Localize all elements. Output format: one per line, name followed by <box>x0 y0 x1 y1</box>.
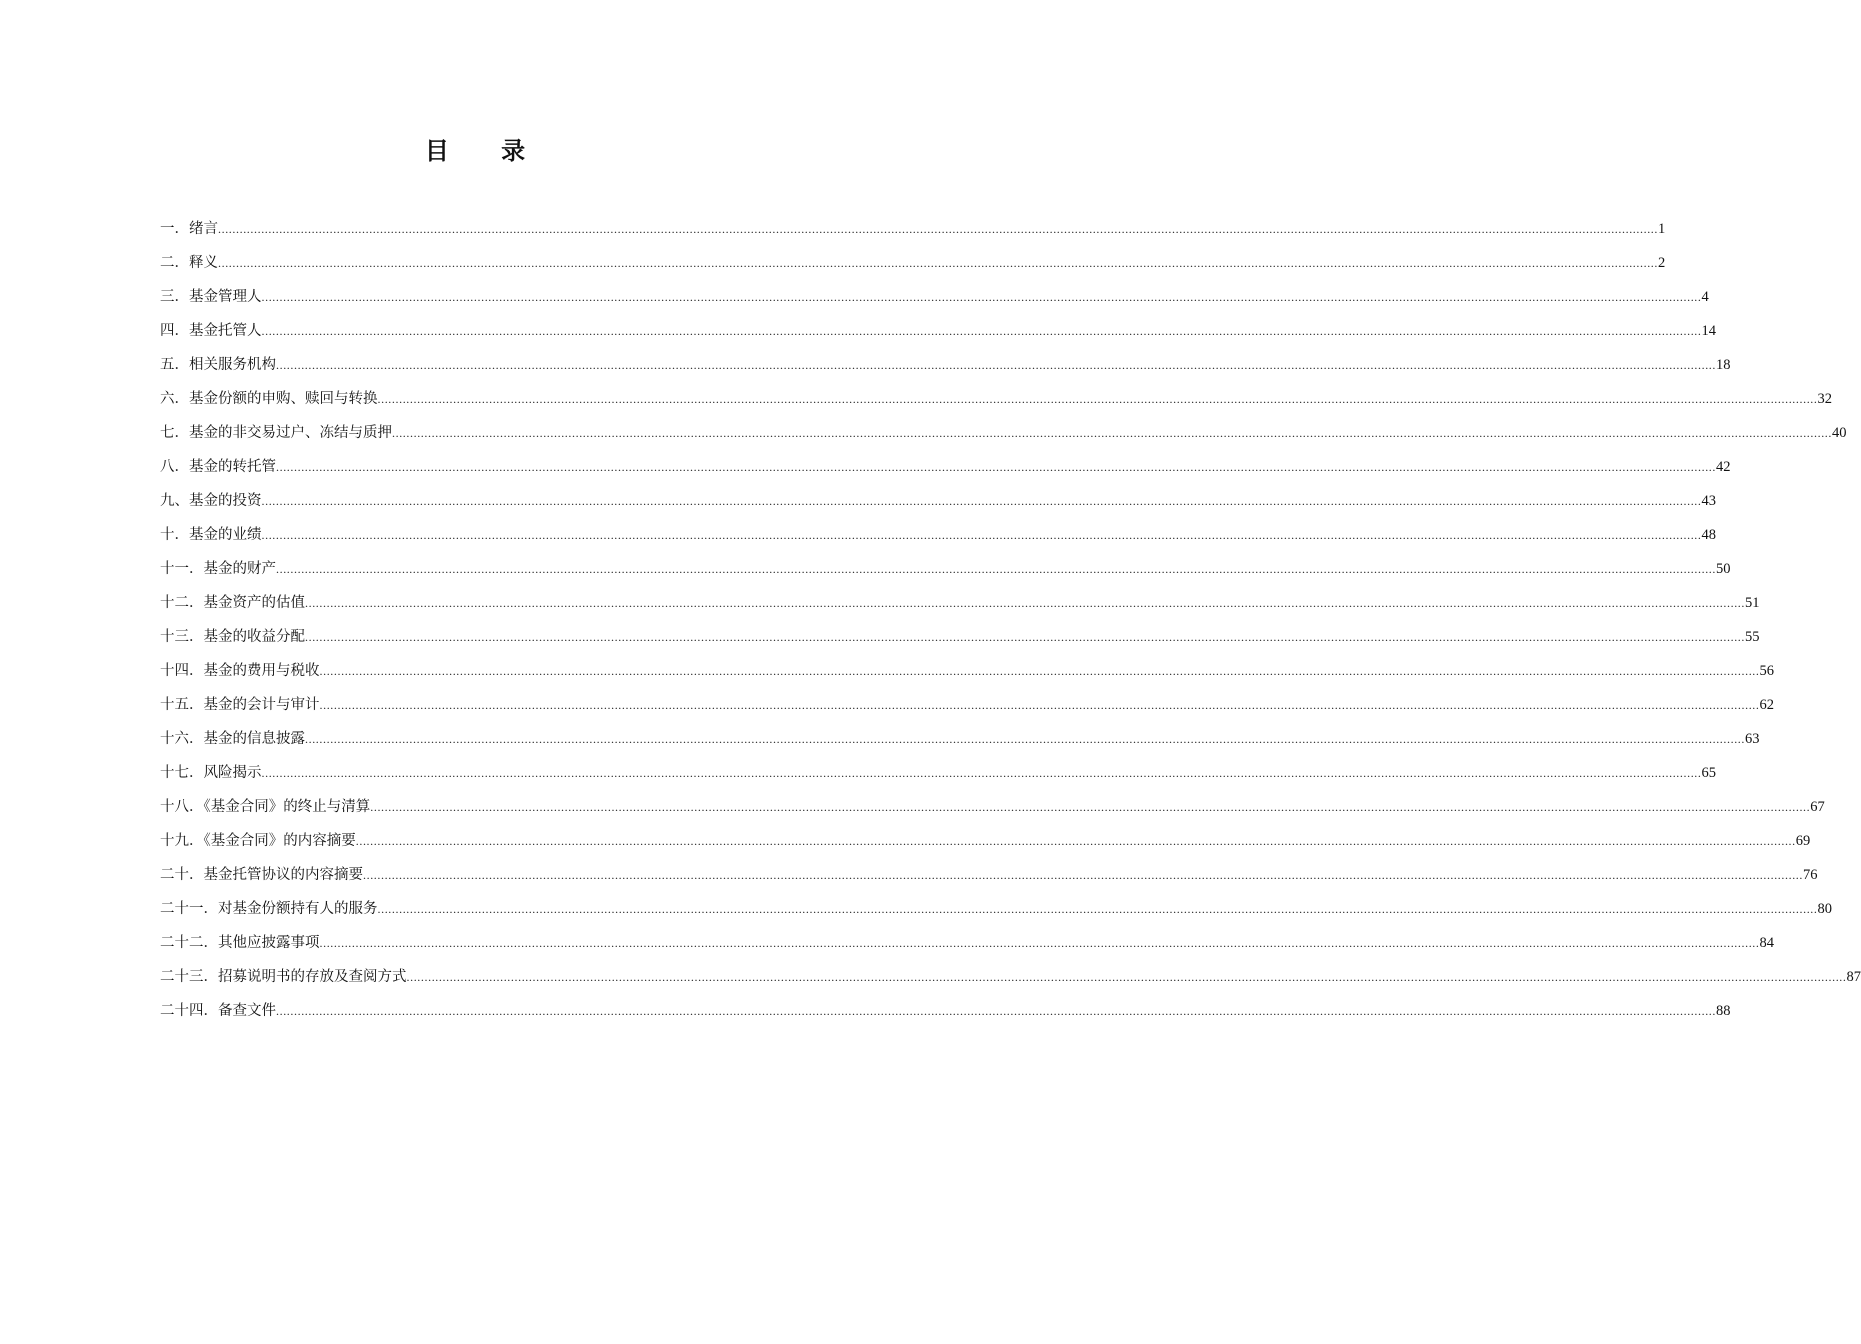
toc-entry-label[interactable]: 十八．《基金合同》的终止与清算 <box>160 799 371 815</box>
toc-entry-page-number[interactable]: 40 <box>1832 425 1847 441</box>
toc-entry[interactable] <box>160 688 1774 722</box>
toc-entry[interactable] <box>160 960 1861 994</box>
toc-entry-page-number[interactable]: 65 <box>1701 765 1716 781</box>
toc-dot-leader: ................................................................................................................................................................................................................................................................................................................................................................................................................ <box>377 392 1818 406</box>
toc-dot-leader: ................................................................................................................................................................................................................................................................................................................................................................................................................ <box>363 868 1803 882</box>
toc-entry-label[interactable]: 二十三．招募说明书的存放及查阅方式 <box>160 969 407 985</box>
toc-entry-label[interactable]: 十一．基金的财产 <box>160 561 276 577</box>
toc-entry-label[interactable]: 八．基金的转托管 <box>160 459 276 475</box>
table-of-contents <box>160 212 1861 1028</box>
toc-dot-leader: ................................................................................................................................................................................................................................................................................................................................................................................................................ <box>377 902 1818 916</box>
toc-entry-page-number[interactable]: 80 <box>1817 901 1832 917</box>
toc-dot-leader: ................................................................................................................................................................................................................................................................................................................................................................................................................ <box>261 494 1702 508</box>
toc-entry-page-number[interactable]: 56 <box>1759 663 1774 679</box>
toc-entry-label[interactable]: 十五．基金的会计与审计 <box>160 697 320 713</box>
toc-entry-page-number[interactable]: 48 <box>1701 527 1716 543</box>
toc-dot-leader: ................................................................................................................................................................................................................................................................................................................................................................................................................ <box>276 1004 1716 1018</box>
toc-entry-label[interactable]: 二十二．其他应披露事项 <box>160 935 320 951</box>
toc-entry[interactable] <box>160 280 1709 314</box>
toc-entry-page-number[interactable]: 18 <box>1716 357 1731 373</box>
toc-dot-leader: ................................................................................................................................................................................................................................................................................................................................................................................................................ <box>261 766 1702 780</box>
toc-dot-leader: ................................................................................................................................................................................................................................................................................................................................................................................................................ <box>319 698 1760 712</box>
toc-entry[interactable] <box>160 416 1847 450</box>
toc-entry[interactable] <box>160 926 1774 960</box>
toc-entry[interactable] <box>160 586 1760 620</box>
toc-entry-page-number[interactable]: 32 <box>1817 391 1832 407</box>
toc-dot-leader: ................................................................................................................................................................................................................................................................................................................................................................................................................ <box>261 528 1702 542</box>
toc-dot-leader: ................................................................................................................................................................................................................................................................................................................................................................................................................ <box>218 222 1658 236</box>
toc-entry[interactable] <box>160 858 1818 892</box>
toc-entry-label[interactable]: 十二．基金资产的估值 <box>160 595 305 611</box>
toc-dot-leader: ................................................................................................................................................................................................................................................................................................................................................................................................................ <box>261 290 1702 304</box>
toc-entry[interactable] <box>160 824 1811 858</box>
toc-entry[interactable] <box>160 722 1760 756</box>
toc-dot-leader: ................................................................................................................................................................................................................................................................................................................................................................................................................ <box>218 256 1658 270</box>
toc-entry-page-number[interactable]: 55 <box>1745 629 1760 645</box>
toc-entry[interactable] <box>160 552 1731 586</box>
toc-entry-page-number[interactable]: 76 <box>1803 867 1818 883</box>
toc-dot-leader: ................................................................................................................................................................................................................................................................................................................................................................................................................ <box>305 732 1745 746</box>
toc-entry[interactable] <box>160 654 1774 688</box>
toc-entry-page-number[interactable]: 69 <box>1795 833 1811 849</box>
toc-entry-page-number[interactable]: 1 <box>1658 221 1666 237</box>
toc-entry-label[interactable]: 二十．基金托管协议的内容摘要 <box>160 867 363 883</box>
toc-entry-label[interactable]: 五．相关服务机构 <box>160 357 276 373</box>
toc-entry[interactable] <box>160 212 1666 246</box>
toc-entry[interactable] <box>160 790 1825 824</box>
toc-entry-page-number[interactable]: 88 <box>1716 1003 1731 1019</box>
toc-entry[interactable] <box>160 348 1731 382</box>
toc-entry-page-number[interactable]: 84 <box>1759 935 1774 951</box>
toc-entry[interactable] <box>160 620 1760 654</box>
toc-entry-label[interactable]: 十四．基金的费用与税收 <box>160 663 320 679</box>
toc-entry-label[interactable]: 二．释义 <box>160 255 218 271</box>
toc-entry-label[interactable]: 二十四．备查文件 <box>160 1003 276 1019</box>
toc-entry-label[interactable]: 四．基金托管人 <box>160 323 262 339</box>
toc-entry[interactable] <box>160 450 1731 484</box>
toc-title: 目 录 <box>424 136 548 165</box>
toc-entry-label[interactable]: 十七．风险揭示 <box>160 765 262 781</box>
toc-entry-label[interactable]: 九、基金的投资 <box>160 493 262 509</box>
toc-entry[interactable] <box>160 892 1832 926</box>
toc-entry-page-number[interactable]: 51 <box>1745 595 1760 611</box>
toc-dot-leader: ................................................................................................................................................................................................................................................................................................................................................................................................................ <box>305 630 1745 644</box>
toc-dot-leader: ................................................................................................................................................................................................................................................................................................................................................................................................................ <box>276 562 1716 576</box>
toc-dot-leader: ................................................................................................................................................................................................................................................................................................................................................................................................................ <box>355 834 1796 848</box>
toc-dot-leader: ................................................................................................................................................................................................................................................................................................................................................................................................................ <box>319 664 1760 678</box>
toc-entry-label[interactable]: 三．基金管理人 <box>160 289 262 305</box>
toc-entry-page-number[interactable]: 63 <box>1745 731 1760 747</box>
toc-entry-page-number[interactable]: 42 <box>1716 459 1731 475</box>
toc-dot-leader: ................................................................................................................................................................................................................................................................................................................................................................................................................ <box>370 800 1811 814</box>
toc-entry-page-number[interactable]: 62 <box>1759 697 1774 713</box>
toc-entry-page-number[interactable]: 67 <box>1810 799 1825 815</box>
toc-dot-leader: ................................................................................................................................................................................................................................................................................................................................................................................................................ <box>406 970 1847 984</box>
toc-entry[interactable] <box>160 484 1716 518</box>
toc-entry-label[interactable]: 二十一．对基金份额持有人的服务 <box>160 901 378 917</box>
toc-dot-leader: ................................................................................................................................................................................................................................................................................................................................................................................................................ <box>305 596 1745 610</box>
toc-entry[interactable] <box>160 994 1731 1028</box>
toc-entry[interactable] <box>160 756 1716 790</box>
toc-dot-leader: ................................................................................................................................................................................................................................................................................................................................................................................................................ <box>319 936 1760 950</box>
toc-entry[interactable] <box>160 518 1716 552</box>
toc-entry-page-number[interactable]: 87 <box>1846 969 1861 985</box>
toc-entry-label[interactable]: 七．基金的非交易过户、冻结与质押 <box>160 425 392 441</box>
toc-entry[interactable] <box>160 246 1666 280</box>
toc-entry-label[interactable]: 六．基金份额的申购、赎回与转换 <box>160 391 378 407</box>
toc-entry-page-number[interactable]: 43 <box>1701 493 1716 509</box>
toc-entry-label[interactable]: 十三．基金的收益分配 <box>160 629 305 645</box>
toc-entry-page-number[interactable]: 4 <box>1701 289 1709 305</box>
toc-entry[interactable] <box>160 382 1832 416</box>
toc-entry-label[interactable]: 十六．基金的信息披露 <box>160 731 305 747</box>
toc-dot-leader: ................................................................................................................................................................................................................................................................................................................................................................................................................ <box>276 358 1716 372</box>
toc-entry-page-number[interactable]: 14 <box>1701 323 1716 339</box>
toc-dot-leader: ................................................................................................................................................................................................................................................................................................................................................................................................................ <box>392 426 1832 440</box>
toc-dot-leader: ................................................................................................................................................................................................................................................................................................................................................................................................................ <box>276 460 1716 474</box>
toc-entry[interactable] <box>160 314 1716 348</box>
toc-dot-leader: ................................................................................................................................................................................................................................................................................................................................................................................................................ <box>261 324 1702 338</box>
toc-entry-label[interactable]: 一．绪言 <box>160 221 218 237</box>
toc-entry-page-number[interactable]: 2 <box>1658 255 1666 271</box>
toc-entry-page-number[interactable]: 50 <box>1716 561 1731 577</box>
toc-entry-label[interactable]: 十九．《基金合同》的内容摘要 <box>160 833 356 849</box>
toc-entry-label[interactable]: 十．基金的业绩 <box>160 527 262 543</box>
